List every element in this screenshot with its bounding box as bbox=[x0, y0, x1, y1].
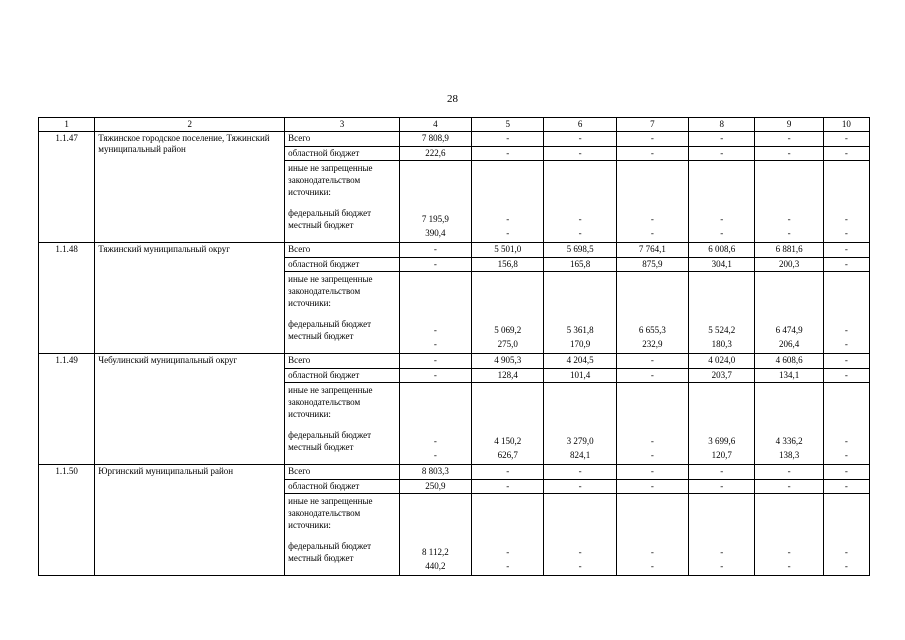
value-pair-cell bbox=[823, 494, 869, 576]
value-pair-cell bbox=[544, 383, 616, 465]
budget-block-total-row bbox=[39, 354, 870, 369]
value-local: - bbox=[787, 228, 791, 238]
value-federal: 7 195,9 bbox=[421, 214, 449, 224]
value-pair-cell bbox=[689, 494, 755, 576]
value-cell: 4 024,0 bbox=[689, 354, 755, 369]
label-regional: областной бюджет bbox=[285, 480, 400, 494]
value-cell: - bbox=[616, 465, 688, 480]
value-local: - bbox=[578, 561, 582, 571]
value-federal: - bbox=[506, 214, 510, 224]
value-cell: 222,6 bbox=[399, 147, 471, 161]
value-federal: 5 524,2 bbox=[708, 325, 736, 335]
value-federal: 3 699,6 bbox=[708, 436, 736, 446]
value-federal: - bbox=[844, 214, 848, 224]
value-federal: - bbox=[578, 214, 582, 224]
value-pair-cell bbox=[472, 161, 544, 243]
value-cell: 875,9 bbox=[616, 258, 688, 272]
row-code: 1.1.48 bbox=[39, 243, 95, 354]
label-total: Всего bbox=[285, 354, 400, 369]
value-cell: - bbox=[472, 465, 544, 480]
value-pair-cell bbox=[616, 383, 688, 465]
value-cell: - bbox=[616, 354, 688, 369]
value-federal: - bbox=[650, 547, 654, 557]
label-total: Всего bbox=[285, 132, 400, 147]
value-federal: - bbox=[650, 436, 654, 446]
value-pair bbox=[692, 545, 751, 573]
value-cell: 4 905,3 bbox=[472, 354, 544, 369]
row-name: Чебулинский муниципальный округ bbox=[95, 354, 285, 465]
value-cell: 165,8 bbox=[544, 258, 616, 272]
value-local: - bbox=[433, 450, 437, 460]
row-code: 1.1.47 bbox=[39, 132, 95, 243]
value-federal: 6 655,3 bbox=[638, 325, 666, 335]
value-pair bbox=[547, 434, 612, 462]
row-name: Тяжинский муниципальный округ bbox=[95, 243, 285, 354]
value-cell: 5 501,0 bbox=[472, 243, 544, 258]
value-federal: 6 474,9 bbox=[775, 325, 803, 335]
value-pair bbox=[692, 434, 751, 462]
value-federal: - bbox=[506, 547, 510, 557]
value-federal: - bbox=[787, 547, 791, 557]
value-pair-cell bbox=[472, 494, 544, 576]
value-cell: 203,7 bbox=[689, 369, 755, 383]
value-federal: 3 279,0 bbox=[566, 436, 594, 446]
label-other-3: источники: bbox=[288, 520, 331, 530]
label-other-1: иные не запрещенные bbox=[288, 274, 373, 284]
budget-block-total-row bbox=[39, 465, 870, 480]
label-sources bbox=[285, 161, 400, 243]
budget-table bbox=[38, 117, 870, 576]
value-local: 824,1 bbox=[569, 450, 591, 460]
value-local: 275,0 bbox=[497, 339, 518, 349]
value-cell: - bbox=[472, 132, 544, 147]
label-sources bbox=[285, 272, 400, 354]
value-local: - bbox=[720, 561, 724, 571]
value-pair bbox=[547, 545, 612, 573]
value-cell: - bbox=[755, 147, 823, 161]
label-other-2: законодательством bbox=[288, 175, 361, 185]
value-pair bbox=[758, 545, 819, 573]
label-other-1: иные не запрещенные bbox=[288, 163, 373, 173]
value-cell: - bbox=[823, 243, 869, 258]
value-pair bbox=[827, 212, 866, 240]
value-federal: - bbox=[720, 214, 724, 224]
value-cell: - bbox=[823, 465, 869, 480]
row-name: Юргинский муниципальный район bbox=[95, 465, 285, 576]
row-name: Тяжинское городское поселение, Тяжинский муниципальный район bbox=[95, 132, 285, 243]
value-pair-cell bbox=[755, 272, 823, 354]
label-other-3: источники: bbox=[288, 298, 331, 308]
value-cell: 156,8 bbox=[472, 258, 544, 272]
row-code: 1.1.50 bbox=[39, 465, 95, 576]
label-local: местный бюджет bbox=[288, 442, 354, 452]
label-regional: областной бюджет bbox=[285, 147, 400, 161]
header-cell: 6 bbox=[544, 118, 616, 132]
value-cell: - bbox=[823, 354, 869, 369]
spacer bbox=[288, 309, 396, 318]
label-local: местный бюджет bbox=[288, 220, 354, 230]
value-pair-cell bbox=[823, 383, 869, 465]
label-federal: федеральный бюджет bbox=[288, 541, 372, 551]
value-pair bbox=[403, 323, 468, 351]
page-number: 28 bbox=[447, 93, 458, 105]
value-local: 138,3 bbox=[778, 450, 800, 460]
value-cell: - bbox=[399, 369, 471, 383]
value-pair-cell bbox=[544, 272, 616, 354]
label-sources bbox=[285, 494, 400, 576]
value-pair-cell bbox=[616, 272, 688, 354]
sources-label-stack bbox=[288, 162, 396, 231]
value-pair bbox=[620, 434, 685, 462]
value-federal: 5 069,2 bbox=[494, 325, 522, 335]
value-cell: 8 803,3 bbox=[399, 465, 471, 480]
label-local: местный бюджет bbox=[288, 553, 354, 563]
value-federal: - bbox=[433, 436, 437, 446]
label-total: Всего bbox=[285, 243, 400, 258]
sources-label-stack bbox=[288, 384, 396, 453]
budget-block-total-row bbox=[39, 243, 870, 258]
value-local: - bbox=[844, 450, 848, 460]
value-cell: 134,1 bbox=[755, 369, 823, 383]
value-local: - bbox=[650, 228, 654, 238]
header-cell: 3 bbox=[285, 118, 400, 132]
value-cell: 7 764,1 bbox=[616, 243, 688, 258]
label-other-2: законодательством bbox=[288, 286, 361, 296]
label-sources bbox=[285, 383, 400, 465]
budget-block-total-row bbox=[39, 132, 870, 147]
value-federal: 4 336,2 bbox=[775, 436, 803, 446]
value-federal: 4 150,2 bbox=[494, 436, 522, 446]
value-cell: 200,3 bbox=[755, 258, 823, 272]
spacer bbox=[288, 198, 396, 207]
value-pair-cell bbox=[544, 494, 616, 576]
header-cell: 4 bbox=[399, 118, 471, 132]
value-local: 170,9 bbox=[569, 339, 591, 349]
value-pair-cell bbox=[823, 272, 869, 354]
value-cell: - bbox=[823, 480, 869, 494]
value-cell: 7 808,9 bbox=[399, 132, 471, 147]
spacer bbox=[288, 531, 396, 540]
value-local: 206,4 bbox=[778, 339, 800, 349]
header-cell: 1 bbox=[39, 118, 95, 132]
value-cell: 128,4 bbox=[472, 369, 544, 383]
value-cell: 6 881,6 bbox=[755, 243, 823, 258]
value-pair bbox=[547, 212, 612, 240]
value-local: - bbox=[650, 450, 654, 460]
value-pair bbox=[620, 323, 685, 351]
value-pair-cell bbox=[472, 383, 544, 465]
value-federal: - bbox=[844, 436, 848, 446]
value-pair-cell bbox=[616, 494, 688, 576]
value-cell: - bbox=[399, 354, 471, 369]
value-pair bbox=[692, 212, 751, 240]
value-cell: - bbox=[616, 132, 688, 147]
value-cell: - bbox=[544, 147, 616, 161]
value-pair bbox=[758, 323, 819, 351]
value-local: - bbox=[650, 561, 654, 571]
value-cell: - bbox=[823, 132, 869, 147]
value-cell: - bbox=[755, 132, 823, 147]
value-cell: 4 608,6 bbox=[755, 354, 823, 369]
value-cell: - bbox=[689, 465, 755, 480]
value-pair bbox=[827, 323, 866, 351]
value-local: - bbox=[578, 228, 582, 238]
value-cell: - bbox=[399, 258, 471, 272]
value-cell: - bbox=[544, 480, 616, 494]
value-pair-cell bbox=[689, 161, 755, 243]
value-pair bbox=[475, 323, 540, 351]
value-cell: 4 204,5 bbox=[544, 354, 616, 369]
value-local: - bbox=[720, 228, 724, 238]
value-pair bbox=[475, 212, 540, 240]
value-pair-cell bbox=[689, 272, 755, 354]
header-cell: 2 bbox=[95, 118, 285, 132]
value-pair bbox=[827, 545, 866, 573]
header-cell: 5 bbox=[472, 118, 544, 132]
row-code: 1.1.49 bbox=[39, 354, 95, 465]
value-cell: - bbox=[689, 147, 755, 161]
value-cell: - bbox=[472, 147, 544, 161]
value-pair bbox=[620, 545, 685, 573]
value-cell: 101,4 bbox=[544, 369, 616, 383]
header-cell: 9 bbox=[755, 118, 823, 132]
value-cell: - bbox=[616, 480, 688, 494]
value-pair bbox=[403, 212, 468, 240]
value-cell: 250,9 bbox=[399, 480, 471, 494]
value-cell: - bbox=[472, 480, 544, 494]
header-row bbox=[39, 118, 870, 132]
value-pair bbox=[403, 545, 468, 573]
value-cell: 304,1 bbox=[689, 258, 755, 272]
value-pair-cell bbox=[755, 383, 823, 465]
value-cell: 6 008,6 bbox=[689, 243, 755, 258]
value-cell: 5 698,5 bbox=[544, 243, 616, 258]
value-pair-cell bbox=[823, 161, 869, 243]
value-federal: - bbox=[433, 325, 437, 335]
sources-label-stack bbox=[288, 273, 396, 342]
value-federal: 8 112,2 bbox=[422, 547, 449, 557]
sources-label-stack bbox=[288, 495, 396, 564]
value-pair-cell bbox=[399, 383, 471, 465]
value-local: 180,3 bbox=[711, 339, 732, 349]
value-cell: - bbox=[823, 369, 869, 383]
label-local: местный бюджет bbox=[288, 331, 354, 341]
value-pair bbox=[547, 323, 612, 351]
label-other-1: иные не запрещенные bbox=[288, 385, 373, 395]
label-other-3: источники: bbox=[288, 409, 331, 419]
value-pair bbox=[403, 434, 468, 462]
value-pair-cell bbox=[689, 383, 755, 465]
value-federal: 5 361,8 bbox=[566, 325, 594, 335]
value-local: - bbox=[433, 339, 437, 349]
value-pair-cell bbox=[472, 272, 544, 354]
value-federal: - bbox=[844, 547, 848, 557]
value-local: - bbox=[844, 339, 848, 349]
label-regional: областной бюджет bbox=[285, 369, 400, 383]
label-other-2: законодательством bbox=[288, 508, 361, 518]
label-other-3: источники: bbox=[288, 187, 331, 197]
value-local: 626,7 bbox=[497, 450, 518, 460]
header-cell: 10 bbox=[823, 118, 869, 132]
value-pair bbox=[475, 434, 540, 462]
value-local: - bbox=[844, 561, 848, 571]
label-other-2: законодательством bbox=[288, 397, 361, 407]
value-cell: - bbox=[689, 480, 755, 494]
label-regional: областной бюджет bbox=[285, 258, 400, 272]
value-pair-cell bbox=[399, 161, 471, 243]
value-federal: - bbox=[650, 214, 654, 224]
label-other-1: иные не запрещенные bbox=[288, 496, 373, 506]
value-local: 390,4 bbox=[425, 228, 446, 238]
value-pair bbox=[827, 434, 866, 462]
value-pair bbox=[758, 212, 819, 240]
value-cell: - bbox=[544, 465, 616, 480]
value-cell: - bbox=[616, 147, 688, 161]
value-local: - bbox=[844, 228, 848, 238]
value-local: - bbox=[506, 561, 510, 571]
value-pair bbox=[475, 545, 540, 573]
value-pair-cell bbox=[399, 494, 471, 576]
header-cell: 7 bbox=[616, 118, 688, 132]
header-cell: 8 bbox=[689, 118, 755, 132]
value-local: - bbox=[506, 228, 510, 238]
value-local: 120,7 bbox=[711, 450, 732, 460]
value-cell: - bbox=[616, 369, 688, 383]
value-cell: - bbox=[823, 147, 869, 161]
value-local: 440,2 bbox=[425, 561, 446, 571]
label-federal: федеральный бюджет bbox=[288, 319, 372, 329]
value-pair-cell bbox=[544, 161, 616, 243]
value-cell: - bbox=[823, 258, 869, 272]
value-cell: - bbox=[399, 243, 471, 258]
value-federal: - bbox=[578, 547, 582, 557]
label-federal: федеральный бюджет bbox=[288, 430, 372, 440]
value-local: - bbox=[787, 561, 791, 571]
value-cell: - bbox=[755, 480, 823, 494]
value-cell: - bbox=[544, 132, 616, 147]
value-pair-cell bbox=[755, 161, 823, 243]
value-pair-cell bbox=[399, 272, 471, 354]
value-local: 232,9 bbox=[642, 339, 663, 349]
value-pair bbox=[758, 434, 819, 462]
value-cell: - bbox=[689, 132, 755, 147]
value-pair bbox=[620, 212, 685, 240]
spacer bbox=[288, 420, 396, 429]
value-federal: - bbox=[720, 547, 724, 557]
value-federal: - bbox=[787, 214, 791, 224]
value-pair-cell bbox=[616, 161, 688, 243]
value-pair bbox=[692, 323, 751, 351]
value-pair-cell bbox=[755, 494, 823, 576]
value-cell: - bbox=[755, 465, 823, 480]
value-federal: - bbox=[844, 325, 848, 335]
label-total: Всего bbox=[285, 465, 400, 480]
label-federal: федеральный бюджет bbox=[288, 208, 372, 218]
